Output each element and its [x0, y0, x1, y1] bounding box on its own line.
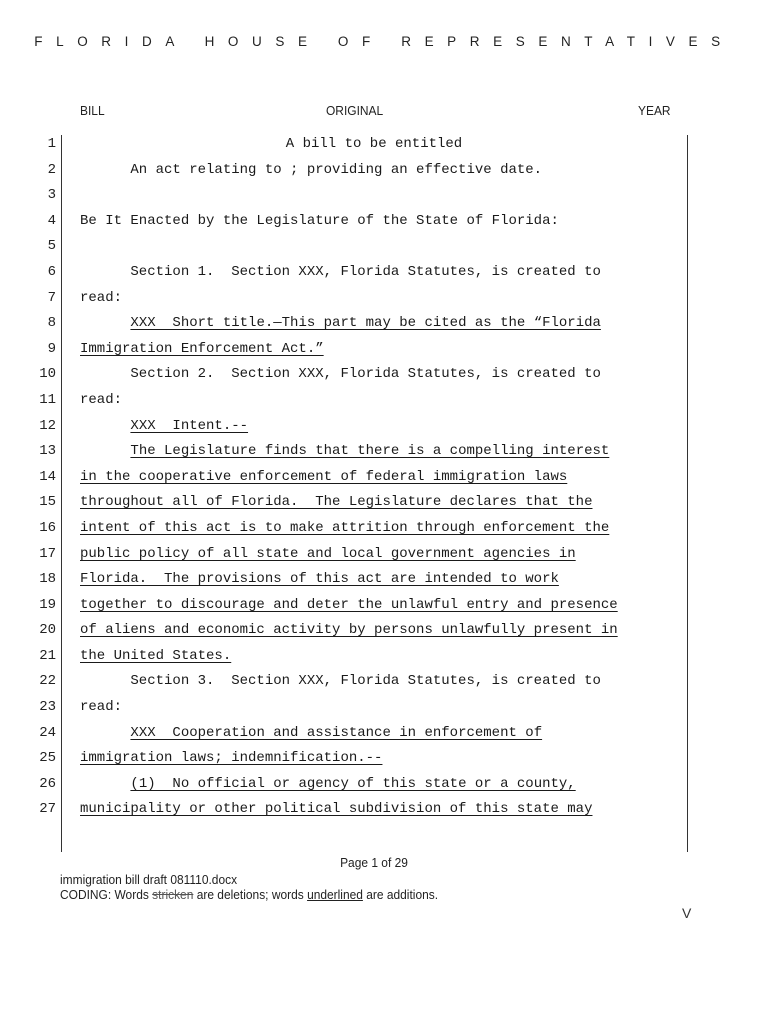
underlined-text: Florida. The provisions of this act are intended to work [80, 571, 559, 588]
underlined-text: (1) No official or agency of this state or a county, [130, 775, 576, 792]
line-text [80, 520, 609, 536]
line-number: 21 [39, 647, 56, 664]
line-number: 5 [47, 238, 56, 255]
line-text [80, 648, 231, 664]
line-number: 18 [39, 571, 56, 588]
bill-line [0, 670, 768, 696]
bill-line [0, 722, 768, 748]
line-number: 25 [39, 750, 56, 767]
bill-line [0, 415, 768, 441]
header-original: ORIGINAL [326, 103, 384, 118]
line-text: read: [80, 289, 123, 306]
line-text [80, 546, 576, 562]
bill-line [0, 338, 768, 364]
line-number: 13 [39, 443, 56, 460]
line-text: Section 3. Section XXX, Florida Statutes, is created to [80, 673, 601, 690]
line-number: 22 [39, 673, 56, 690]
underlined-text: intent of this act is to make attrition through enforcement the [80, 519, 610, 536]
line-number: 24 [39, 724, 56, 741]
bill-line [0, 184, 768, 210]
underlined-text: public policy of all state and local government agencies in [80, 545, 576, 562]
line-number: 11 [39, 391, 56, 408]
underlined-text: XXX Intent.-- [130, 417, 249, 434]
underlined-text: Immigration Enforcement Act.” [80, 340, 324, 357]
line-number: 9 [47, 340, 56, 357]
bill-line [0, 261, 768, 287]
bill-line [0, 696, 768, 722]
header-year: YEAR [638, 103, 671, 118]
line-text [80, 418, 248, 434]
line-indent [80, 725, 130, 741]
line-text: read: [80, 699, 123, 716]
line-text [80, 571, 559, 587]
bill-line [0, 287, 768, 313]
line-text [80, 443, 609, 459]
line-text [80, 622, 618, 638]
underlined-text: together to discourage and deter the unlawful entry and presence [80, 596, 618, 613]
line-number: 7 [47, 289, 56, 306]
bill-line [0, 619, 768, 645]
underlined-text: the United States. [80, 647, 232, 664]
bill-line [0, 235, 768, 261]
bill-line [0, 747, 768, 773]
line-text [80, 725, 542, 741]
line-number: 17 [39, 545, 56, 562]
line-number: 10 [39, 366, 56, 383]
bill-line [0, 645, 768, 671]
bill-line [0, 389, 768, 415]
bill-line [0, 440, 768, 466]
bill-line [0, 491, 768, 517]
line-number: 27 [39, 801, 56, 818]
line-number: 3 [47, 187, 56, 204]
line-text: Section 2. Section XXX, Florida Statutes, is created to [80, 366, 601, 383]
line-text [80, 469, 567, 485]
line-number: 20 [39, 622, 56, 639]
line-text: Section 1. Section XXX, Florida Statutes, is created to [80, 263, 601, 280]
bill-line [0, 363, 768, 389]
line-text: read: [80, 391, 123, 408]
line-text: Be It Enacted by the Legislature of the State of Florida: [80, 212, 559, 229]
bill-line [0, 312, 768, 338]
line-text [80, 341, 324, 357]
bill-line [0, 133, 768, 159]
coding-stricken: stricken [152, 887, 194, 902]
line-text: A bill to be entitled [285, 136, 463, 152]
bill-line [0, 466, 768, 492]
bill-line [0, 543, 768, 569]
line-number: 23 [39, 699, 56, 716]
underlined-text: The Legislature finds that there is a compelling interest [130, 443, 610, 460]
line-number: 6 [47, 263, 56, 280]
line-text [80, 750, 382, 766]
line-text [80, 494, 592, 510]
line-indent [80, 776, 130, 792]
underlined-text: of aliens and economic activity by persons unlawfully present in [80, 622, 618, 639]
coding-suffix: are additions. [362, 887, 439, 902]
bill-line [0, 594, 768, 620]
coding-underlined: underlined [307, 887, 363, 902]
underlined-text: municipality or other political subdivision of this state may [80, 801, 593, 818]
line-indent [80, 418, 130, 434]
coding-legend [60, 887, 438, 902]
bill-line [0, 773, 768, 799]
bill-text [0, 133, 768, 824]
line-text [80, 776, 576, 792]
header-bill: BILL [80, 103, 105, 118]
line-text [80, 315, 601, 331]
file-name: immigration bill draft 081110.docx [60, 872, 238, 887]
bill-line [0, 210, 768, 236]
underlined-text: immigration laws; indemnification.-- [80, 750, 383, 767]
bill-line [0, 568, 768, 594]
line-number: 26 [39, 775, 56, 792]
line-number: 8 [47, 315, 56, 332]
line-number: 4 [47, 212, 56, 229]
page-number: Page 1 of 29 [340, 855, 408, 870]
line-text [80, 597, 618, 613]
bill-line [0, 517, 768, 543]
line-number: 12 [39, 417, 56, 434]
line-indent [80, 315, 130, 331]
masthead: FLORIDA HOUSE OF REPRESENTATIVES [34, 34, 734, 49]
line-number: 2 [47, 161, 56, 178]
line-number: 1 [47, 136, 56, 152]
underlined-text: XXX Short title.—This part may be cited as the “Florida [130, 315, 601, 332]
bill-line [0, 798, 768, 824]
underlined-text: throughout all of Florida. The Legislature declares that the [80, 494, 593, 511]
coding-prefix: CODING: Words [60, 887, 153, 902]
bill-line [0, 159, 768, 185]
line-number: 16 [39, 519, 56, 536]
underlined-text: XXX Cooperation and assistance in enforcement of [130, 724, 543, 741]
line-text: An act relating to ; providing an effective date. [80, 161, 543, 178]
coding-mid: are deletions; words [193, 887, 308, 902]
line-number: 14 [39, 468, 56, 485]
corner-mark: V [682, 905, 692, 921]
line-number: 19 [39, 596, 56, 613]
underlined-text: in the cooperative enforcement of federal immigration laws [80, 468, 568, 485]
line-number: 15 [39, 494, 56, 511]
line-indent [80, 443, 130, 459]
line-text [80, 801, 592, 817]
